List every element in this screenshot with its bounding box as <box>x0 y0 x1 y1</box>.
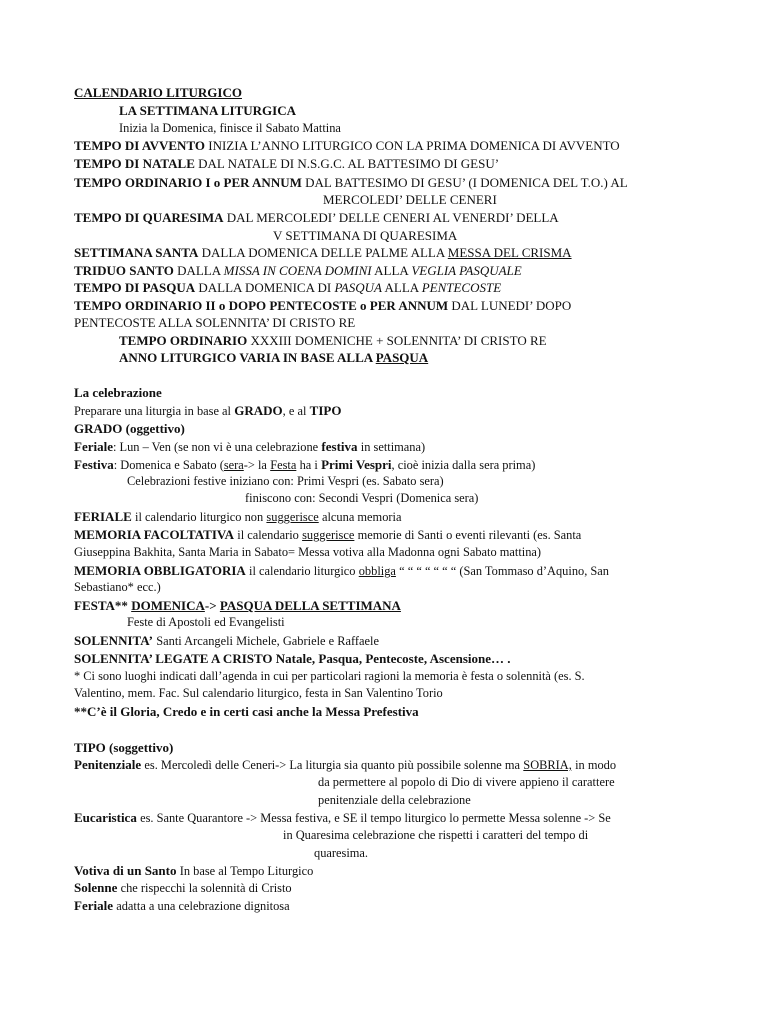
grado-text-underlined: Festa <box>270 458 297 472</box>
intro-tipo: TIPO <box>309 403 342 418</box>
season-label: TEMPO DI NATALE <box>74 156 195 171</box>
grado-text: il calendario liturgico <box>249 564 356 578</box>
season-text-italic: MISSA IN COENA DOMINI <box>223 263 372 278</box>
solennita-cristo: SOLENNITA’ LEGATE A CRISTO Natale, Pasqua, Pentecoste, Ascensione… . <box>74 651 511 666</box>
season-label: TEMPO DI QUARESIMA <box>74 210 224 225</box>
week-heading: LA SETTIMANA LITURGICA <box>119 103 296 118</box>
grado-feriale-calendar <box>74 508 401 526</box>
season-desc-continued: MERCOLEDI’ DELLE CENERI <box>323 192 497 207</box>
tipo-label: Penitenziale <box>74 757 142 772</box>
grado-memoria-facoltativa <box>74 526 581 544</box>
celebrazione-intro <box>74 402 341 420</box>
season-natale <box>74 155 499 172</box>
memoria-facoltativa-continued: Giuseppina Bakhita, Santa Maria in Sabato= Messa votiva alla Madonna ogni Sabato mattina) <box>74 545 542 559</box>
grado-text: il calendario liturgico non <box>135 510 264 524</box>
grado-festiva <box>74 456 535 474</box>
tipo-text: che rispecchi la solennità di Cristo <box>120 881 292 895</box>
anno-label-underlined: PASQUA <box>375 350 429 365</box>
season-desc-continued: V SETTIMANA DI QUARESIMA <box>273 228 458 243</box>
celebrazione-heading: La celebrazione <box>74 385 162 400</box>
tipo-text: es. Sante Quarantore -> Messa festiva, e SE il tempo liturgico lo permette Messa solenne -> Se <box>140 811 611 825</box>
grado-label: Feriale <box>74 439 113 454</box>
grado-text-underlined: obbliga <box>358 564 396 578</box>
grado-label: FERIALE <box>74 509 132 524</box>
tipo-text: es. Mercoledì delle Ceneri-> La liturgia sia quanto più possibile solenne ma <box>144 758 521 772</box>
memoria-obbligatoria-continued: Sebastiano* ecc.) <box>74 580 161 594</box>
season-label: TEMPO ORDINARIO II o DOPO PENTECOSTE o PER ANNUM <box>74 298 449 313</box>
tipo-eucaristica <box>74 809 611 827</box>
season-label: TEMPO DI PASQUA <box>74 280 196 295</box>
season-desc: DAL BATTESIMO DI GESU’ (I DOMENICA DEL T.O.) AL <box>305 175 628 190</box>
eucaristica-continued: in Quaresima celebrazione che rispetti i caratteri del tempo di <box>283 828 589 842</box>
grado-label: FESTA** <box>74 598 128 613</box>
season-quaresima <box>74 209 559 226</box>
festive-end: finiscono con: Secondi Vespri (Domenica sera) <box>245 491 479 505</box>
grado-label: SOLENNITA’ <box>74 633 153 648</box>
grado-text: alcuna memoria <box>321 510 402 524</box>
grado-text: “ “ “ “ “ “ “ (San Tommaso d’Aquino, San <box>399 564 609 578</box>
tipo-text: adatta a una celebrazione dignitosa <box>116 899 290 913</box>
grado-text: , cioè inizia dalla sera prima) <box>391 458 536 472</box>
grado-text: -> la <box>243 458 267 472</box>
tipo-penitenziale <box>74 756 616 774</box>
season-label: SETTIMANA SANTA <box>74 245 199 260</box>
grado-label: MEMORIA FACOLTATIVA <box>74 527 234 542</box>
season-desc: DAL NATALE DI N.S.G.C. AL BATTESIMO DI GESU’ <box>198 156 500 171</box>
tipo-text: In base al Tempo Liturgico <box>179 864 314 878</box>
season-desc: DAL LUNEDI’ DOPO <box>451 298 572 313</box>
tipo-text-underlined: SOBRIA, <box>523 758 572 772</box>
grado-memoria-obbligatoria <box>74 562 609 580</box>
season-text: ALLA <box>374 263 409 278</box>
grado-text-bold: Primi Vespri <box>321 457 392 472</box>
season-label: TEMPO DI AVVENTO <box>74 138 205 153</box>
grado-text: ha i <box>299 458 318 472</box>
intro-grado: GRADO <box>234 403 283 418</box>
grado-text-underlined: suggerisce <box>302 528 355 542</box>
grado-text: : Domenica e Sabato ( <box>113 458 224 472</box>
season-settimana-santa <box>74 244 572 261</box>
season-pasqua <box>74 279 501 296</box>
penitenziale-continued: da permettere al popolo di Dio di vivere appieno il carattere <box>318 775 615 789</box>
anno-label: ANNO LITURGICO VARIA IN BASE ALLA <box>119 350 373 365</box>
grado-text: memorie di Santi o eventi rilevanti (es. Santa <box>357 528 582 542</box>
season-text-italic: VEGLIA PASQUALE <box>411 263 522 278</box>
season-desc: DAL MERCOLEDI’ DELLE CENERI AL VENERDI’ DELLA <box>226 210 559 225</box>
tipo-solenne <box>74 879 292 897</box>
season-text-italic: PASQUA <box>334 280 382 295</box>
footnote-1: * Ci sono luoghi indicati dall’agenda in cui per particolari ragioni la memoria è festa o solennità (es. S. <box>74 669 585 683</box>
grado-heading: GRADO (oggettivo) <box>74 421 185 436</box>
season-avvento <box>74 137 620 154</box>
eucaristica-continued: quaresima. <box>314 846 369 860</box>
document-title: CALENDARIO LITURGICO <box>74 85 242 100</box>
season-label: TRIDUO SANTO <box>74 263 174 278</box>
season-ordinario-1 <box>74 174 628 191</box>
season-ordinario-summary <box>119 332 547 349</box>
tipo-label: Solenne <box>74 880 118 895</box>
penitenziale-continued: penitenziale della celebrazione <box>318 793 471 807</box>
season-desc-underlined: MESSA DEL CRISMA <box>447 245 572 260</box>
feste-apostoli: Feste di Apostoli ed Evangelisti <box>127 615 285 629</box>
week-note: Inizia la Domenica, finisce il Sabato Mattina <box>119 121 341 135</box>
season-desc: XXXIII DOMENICHE + SOLENNITA’ DI CRISTO RE <box>250 333 547 348</box>
tipo-label: Eucaristica <box>74 810 137 825</box>
tipo-heading: TIPO (soggettivo) <box>74 740 174 755</box>
grado-text: in settimana) <box>360 440 426 454</box>
season-desc: DALLA DOMENICA DELLE PALME ALLA <box>201 245 445 260</box>
season-triduo <box>74 262 522 279</box>
season-text: DALLA <box>177 263 221 278</box>
season-desc-continued: PENTECOSTE ALLA SOLENNITA’ DI CRISTO RE <box>74 315 356 330</box>
season-desc: INIZIA L’ANNO LITURGICO CON LA PRIMA DOMENICA DI AVVENTO <box>208 138 620 153</box>
grado-festa <box>74 597 401 614</box>
intro-text: , e al <box>282 404 307 418</box>
season-ordinario-2 <box>74 297 571 314</box>
grado-text: : Lun – Ven (se non vi è una celebrazione <box>112 440 319 454</box>
festive-start: Celebrazioni festive iniziano con: Primi Vespri (es. Sabato sera) <box>127 474 444 488</box>
grado-text: il calendario <box>237 528 299 542</box>
grado-text-underlined: suggerisce <box>266 510 319 524</box>
grado-feriale <box>74 438 425 456</box>
grado-label: MEMORIA OBBLIGATORIA <box>74 563 246 578</box>
season-label: TEMPO ORDINARIO I o PER ANNUM <box>74 175 302 190</box>
tipo-label: Feriale <box>74 898 113 913</box>
intro-text: Preparare una liturgia in base al <box>74 404 232 418</box>
tipo-votiva <box>74 862 313 880</box>
festa-domenica: DOMENICA <box>131 598 205 613</box>
grado-solennita <box>74 632 379 650</box>
tipo-text: in modo <box>575 758 617 772</box>
grado-text-bold: festiva <box>321 439 358 454</box>
tipo-feriale <box>74 897 290 915</box>
anno-liturgico-note <box>119 349 428 366</box>
footnote-1-continued: Valentino, mem. Fac. Sul calendario liturgico, festa in San Valentino Torio <box>74 686 443 700</box>
grado-text-underlined: sera <box>223 458 244 472</box>
tipo-label: Votiva di un Santo <box>74 863 177 878</box>
grado-text: Santi Arcangeli Michele, Gabriele e Raffaele <box>156 634 379 648</box>
festa-arrow: -> <box>204 598 217 613</box>
festa-pasqua-settimana: PASQUA DELLA SETTIMANA <box>219 598 401 613</box>
footnote-2: **C’è il Gloria, Credo e in certi casi anche la Messa Prefestiva <box>74 704 419 719</box>
grado-label: Festiva <box>74 457 114 472</box>
season-text: DALLA DOMENICA DI <box>198 280 332 295</box>
season-text: ALLA <box>384 280 419 295</box>
season-label: TEMPO ORDINARIO <box>119 333 248 348</box>
season-text-italic: PENTECOSTE <box>421 280 502 295</box>
